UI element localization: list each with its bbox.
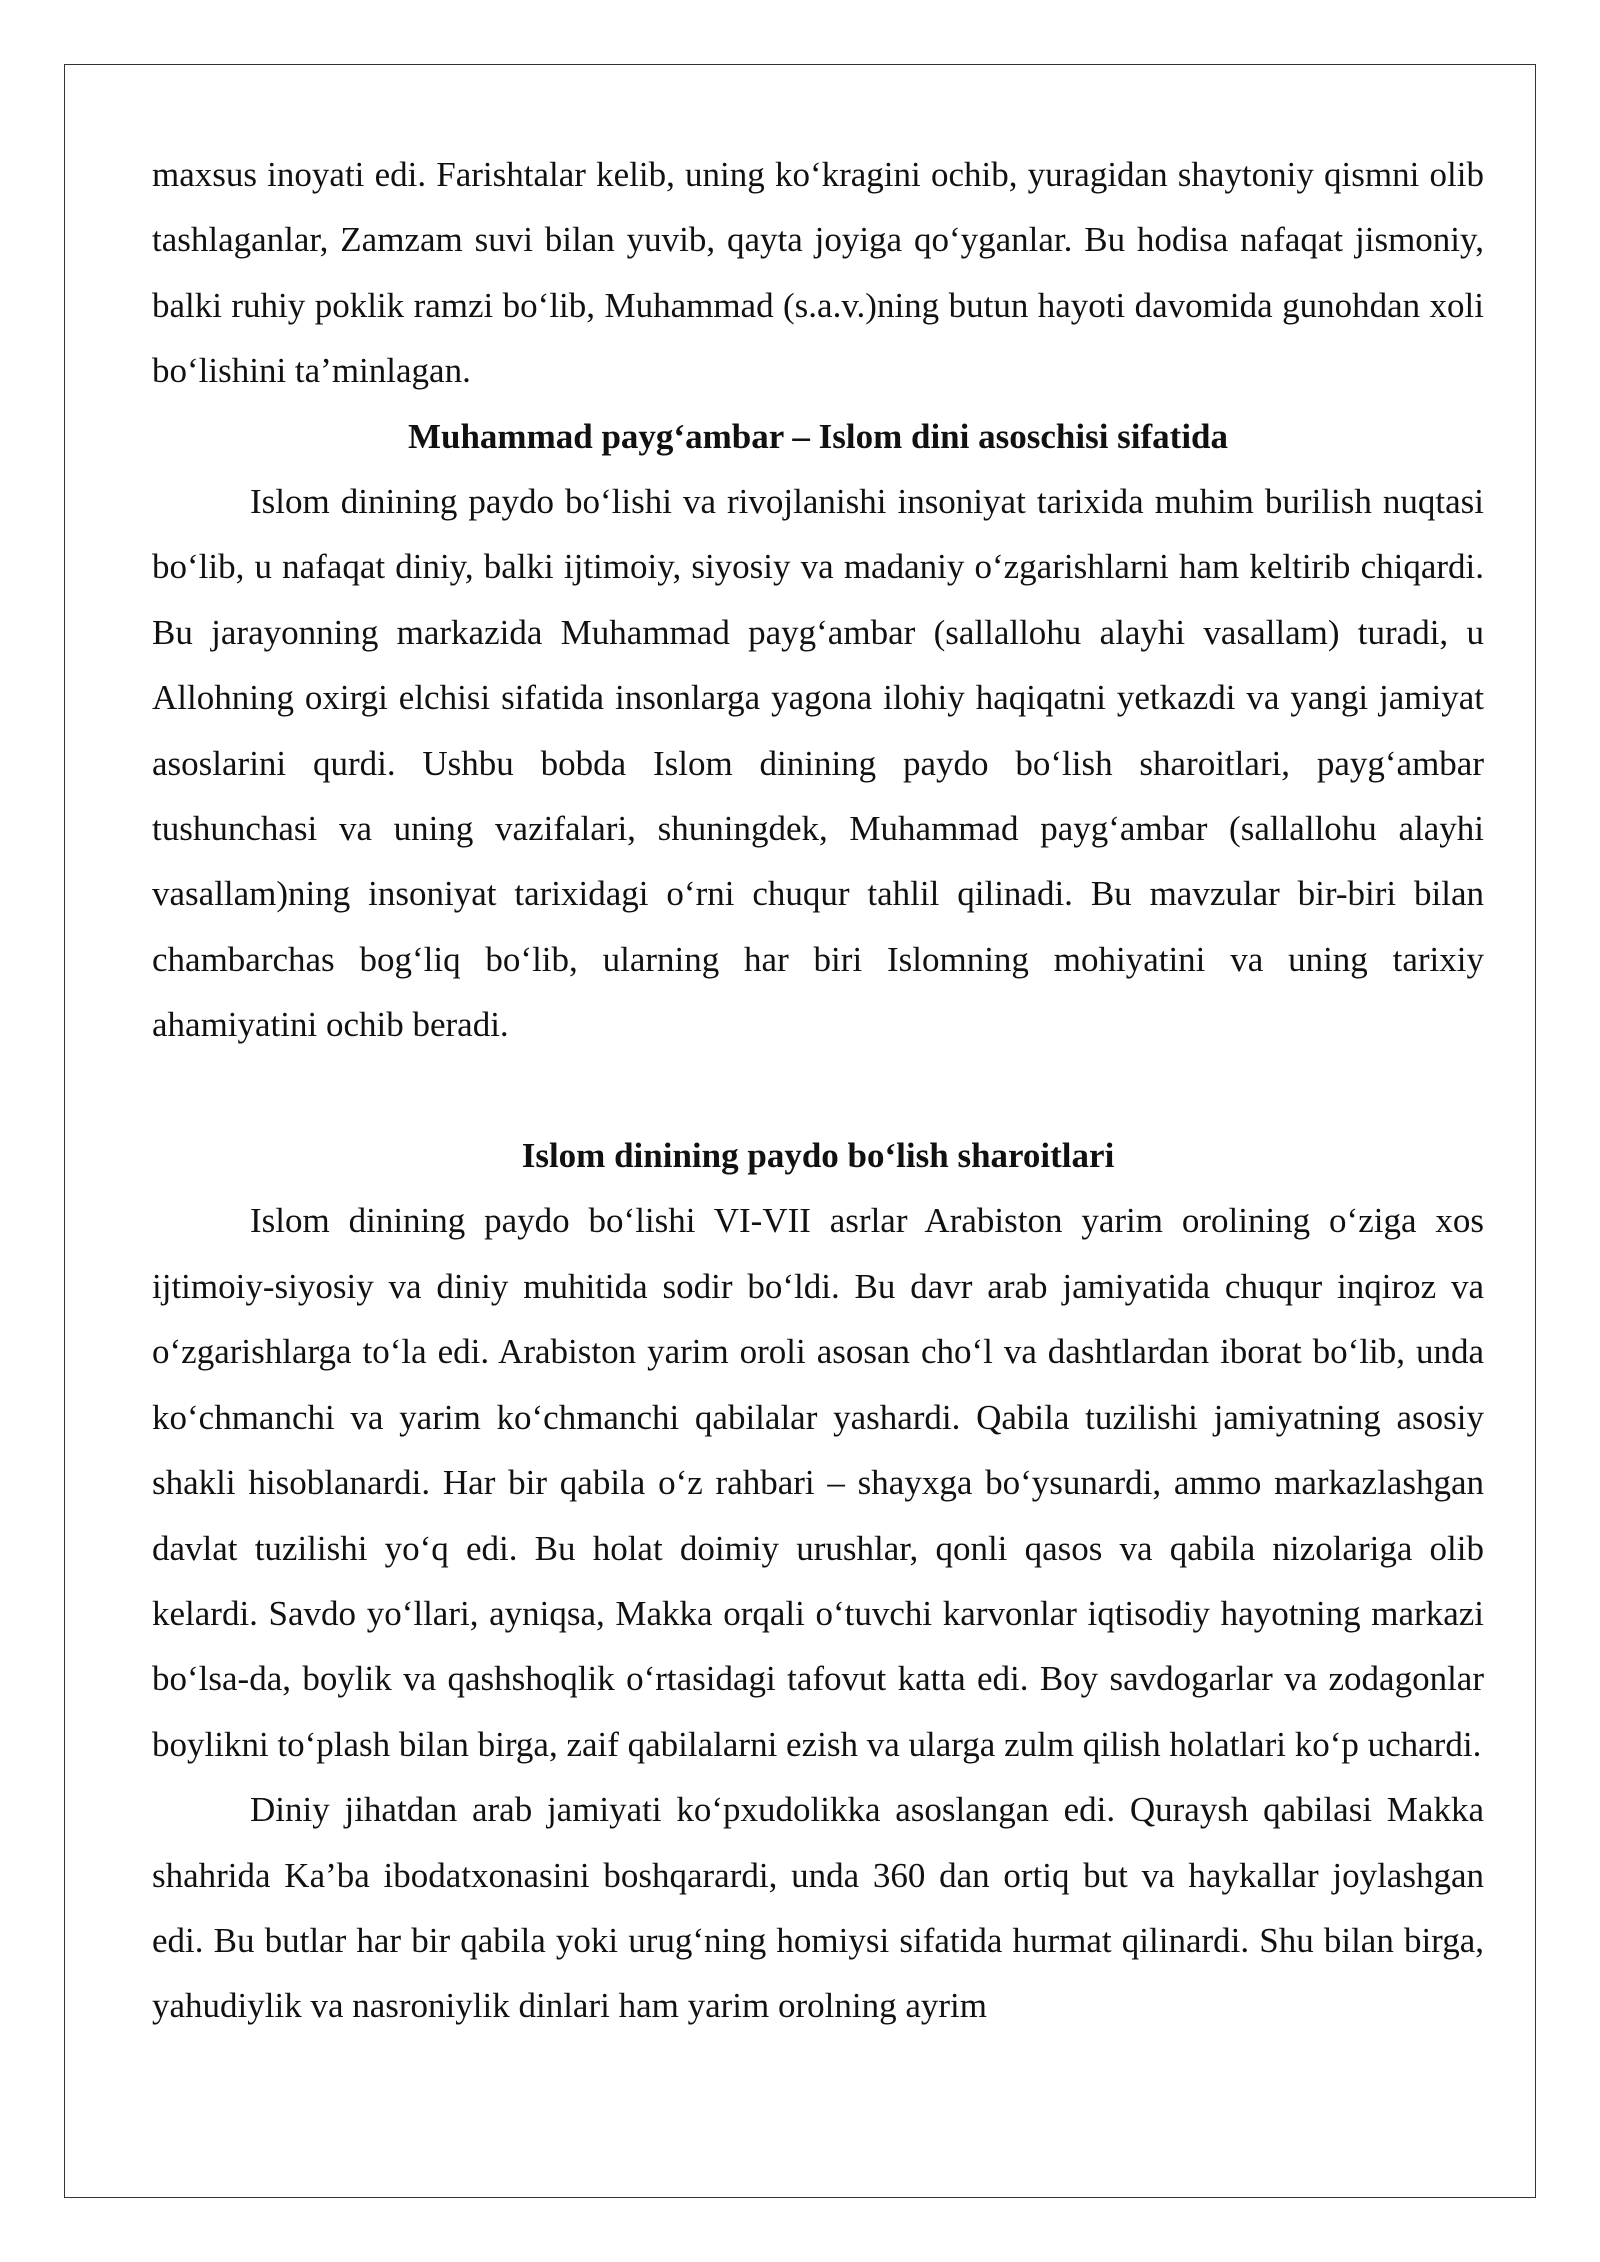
- document-body: [152, 142, 1484, 2039]
- blank-line: [152, 1058, 1484, 1123]
- section-heading-prophet: Muhammad payg‘ambar – Islom dini asoschisi sifatida: [407, 416, 1229, 456]
- paragraph-prophet-overview: Islom dinining paydo bo‘lishi va rivojlanishi insoniyat tarixida muhim burilish nuqtasi bo‘lib, u nafaqat diniy, balki ijtimoiy, siyosiy va madaniy o‘zgarishlarni ham keltirib chiqardi. Bu jarayonning markazida Muhammad payg‘ambar (sallallohu alayhi vasallam) turadi, u Allohning oxirgi elchisi sifatida insonlarga yagona ilohiy haqiqatni yetkazdi va yangi jamiyat asoslarini qurdi. Ushbu bobda Islom dinining paydo bo‘lish sharoitlari, payg‘ambar tushunchasi va uning vazifalari, shuningdek, Muhammad payg‘ambar (sallallohu alayhi vasallam)ning insoniyat tarixidagi o‘rni chuqur tahlil qilinadi. Bu mavzular bir-biri bilan chambarchas bog‘liq bo‘lib, ularning har biri Islomning mohiyatini va uning tarixiy ahamiyatini ochib beradi.: [152, 482, 1484, 1045]
- paragraph-intro-continuation: maxsus inoyati edi. Farishtalar kelib, uning ko‘kragini ochib, yuragidan shaytoniy qismni olib tashlaganlar, Zamzam suvi bilan yuvib, qayta joyiga qo‘yganlar. Bu hodisa nafaqat jismoniy, balki ruhiy poklik ramzi bo‘lib, Muhammad (s.a.v.)ning butun hayoti davomida gunohdan xoli bo‘lishini ta’minlagan.: [152, 155, 1484, 391]
- section-heading-emergence-conditions: Islom dinining paydo bo‘lish sharoitlari: [521, 1136, 1115, 1176]
- paragraph-social-conditions: Islom dinining paydo bo‘lishi VI-VII asrlar Arabiston yarim orolining o‘ziga xos ijtimoiy-siyosiy va diniy muhitida sodir bo‘ldi. Bu davr arab jamiyatida chuqur inqiroz va o‘zgarishlarga to‘la edi. Arabiston yarim oroli asosan cho‘l va dashtlardan iborat bo‘lib, unda ko‘chmanchi va yarim ko‘chmanchi qabilalar yashardi. Qabila tuzilishi jamiyatning asosiy shakli hisoblanardi. Har bir qabila o‘z rahbari – shayxga bo‘ysunardi, ammo markazlashgan davlat tuzilishi yo‘q edi. Bu holat doimiy urushlar, qonli qasos va qabila nizolariga olib kelardi. Savdo yo‘llari, ayniqsa, Makka orqali o‘tuvchi karvonlar iqtisodiy hayotning markazi bo‘lsa-da, boylik va qashshoqlik o‘rtasidagi tafovut katta edi. Boy savdogarlar va zodagonlar boylikni to‘plash bilan birga, zaif qabilalarni ezish va ularga zulm qilish holatlari ko‘p uchardi.: [152, 1201, 1484, 1764]
- paragraph-religious-conditions: Diniy jihatdan arab jamiyati ko‘pxudolikka asoslangan edi. Quraysh qabilasi Makka shahrida Ka’ba ibodatxonasini boshqarardi, unda 360 dan ortiq but va haykallar joylashgan edi. Bu butlar har bir qabila yoki urug‘ning homiysi sifatida hurmat qilinardi. Shu bilan birga, yahudiylik va nasroniylik dinlari ham yarim orolning ayrim: [152, 1790, 1484, 2026]
